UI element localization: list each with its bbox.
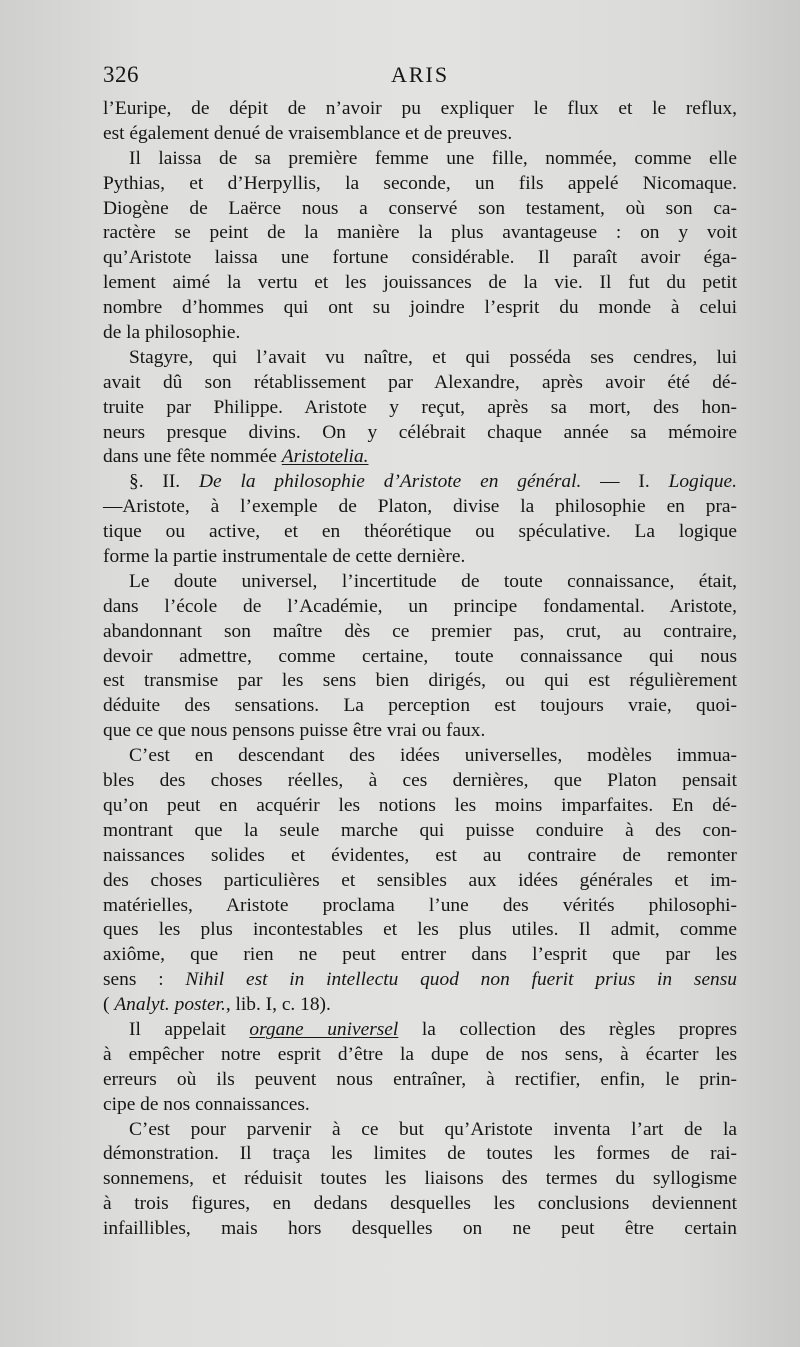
text-line [103,819,737,844]
text-line [103,844,737,869]
text-line [103,694,737,719]
text-segment: sens : [103,969,186,991]
text-line [103,122,737,147]
text-segment: neurs presque divins. On y célébrait chaque année sa mémoire [103,421,737,443]
text-segment: à empêcher notre esprit d’être la dupe de nos sens, à écarter les [103,1043,737,1065]
text-segment: infaillibles, mais hors desquelles on ne peut être certain [103,1218,737,1240]
text-segment: est transmise par les sens bien dirigés, ou qui est régulièrement [103,670,737,692]
text-segment: ractère se peint de la manière la plus avantageuse : on y voit [103,222,737,244]
text-line [103,1093,737,1118]
text-segment: bles des choses réelles, à ces dernières, que Platon pensait [103,770,737,792]
text-line [103,918,737,943]
text-segment: de la philosophie. [103,322,241,344]
text-line [103,1192,737,1217]
text-segment: truite par Philippe. Aristote y reçut, après sa mort, des hon- [103,396,737,418]
text-line [103,669,737,694]
text-segment: démonstration. Il traça les limites de toutes les formes de rai- [103,1143,737,1165]
text-line [103,445,737,470]
text-segment: nombre d’hommes qui ont su joindre l’esprit du monde à celui [103,297,737,319]
text-line [103,769,737,794]
text-line [103,645,737,670]
italic-text: Nihil est in intellectu quod non fuerit prius in sensu [185,969,737,991]
text-line [103,1018,737,1043]
text-segment: est également denué de vraisemblance et de preuves. [103,122,513,144]
text-segment: Le doute universel, l’incertitude de toute connaissance, était, [129,570,737,592]
text-segment: devoir admettre, comme certaine, toute connaissance qui nous [103,645,737,667]
text-segment: dans l’école de l’Académie, un principe fondamental. Aristote, [103,595,737,617]
italic-text: organe universel [249,1018,399,1040]
text-line [103,396,737,421]
italic-text: De la philosophie d’Aristote en général. [199,471,582,493]
page-header [103,62,737,96]
text-line [103,495,737,520]
text-segment: , lib. I, c. 18). [225,994,331,1016]
text-line [103,968,737,993]
text-segment: que ce que nous pensons puisse être vrai ou faux. [103,720,486,742]
text-segment: Diogène de Laërce nous a conservé son testament, où son ca- [103,197,737,219]
text-line [103,346,737,371]
text-segment: forme la partie instrumentale de cette dernière. [103,546,466,568]
text-line [103,470,737,495]
text-line [103,520,737,545]
text-line [103,570,737,595]
text-segment: sonnemens, et réduisit toutes les liaisons des termes du syllogisme [103,1168,737,1190]
text-segment: §. II. [129,471,199,493]
text-segment: l’Euripe, de dépit de n’avoir pu expliquer le flux et le reflux, [103,98,737,119]
text-line [103,719,737,744]
text-line [103,271,737,296]
running-head: ARIS [390,62,450,87]
text-line [103,296,737,321]
text-segment: des choses particulières et sensibles aux idées générales et im- [103,869,737,891]
italic-text: Logique. [668,471,737,493]
text-segment: montrant que la seule marche qui puisse conduire à des con- [103,819,737,841]
text-line [103,321,737,346]
text-segment: Il laissa de sa première femme une fille, nommée, comme elle [129,147,737,169]
text-line [103,1043,737,1068]
text-line [103,595,737,620]
text-segment: la collection des règles propres [398,1018,737,1040]
text-line [103,371,737,396]
text-segment: tique ou active, et en théorétique ou spéculative. La logique [103,521,737,543]
text-segment: Stagyre, qui l’avait vu naître, et qui posséda ses cendres, lui [129,346,737,368]
text-segment: erreurs où ils peuvent nous entraîner, à rectifier, enfin, le prin- [103,1068,737,1090]
text-line [103,993,737,1018]
italic-text: Analyt. poster. [114,994,226,1016]
text-line [103,794,737,819]
text-line [103,1142,737,1167]
text-segment: ques les plus incontestables et les plus utiles. Il admit, comme [103,919,737,941]
text-segment: matérielles, Aristote proclama l’une des vérités philosophi- [103,894,737,916]
body-text [103,97,737,1242]
text-segment: lement aimé la vertu et les jouissances de la vie. Il fut du petit [103,272,737,294]
text-segment: qu’Aristote laissa une fortune considérable. Il paraît avoir éga- [103,247,737,269]
text-line [103,1217,737,1242]
text-segment: qu’on peut en acquérir les notions les moins imparfaites. En dé- [103,794,737,816]
text-segment: dans une fête nommée [103,446,282,468]
text-line [103,943,737,968]
text-segment: abandonnant son maître dès ce premier pas, crut, au contraire, [103,620,737,642]
text-segment: cipe de nos connaissances. [103,1093,310,1115]
text-segment: C’est en descendant des idées universelles, modèles immua- [129,745,737,767]
text-line [103,620,737,645]
text-line [103,172,737,197]
text-line [103,221,737,246]
text-segment: déduite des sensations. La perception est toujours vraie, quoi- [103,695,737,717]
text-line [103,421,737,446]
text-line [103,869,737,894]
text-line [103,246,737,271]
text-line [103,744,737,769]
text-line [103,147,737,172]
text-line [103,197,737,222]
text-line [103,97,737,122]
text-segment: Pythias, et d’Herpyllis, la seconde, un fils appelé Nicomaque. [103,172,737,194]
text-segment: à trois figures, en dedans desquelles les conclusions deviennent [103,1193,737,1215]
text-line [103,1068,737,1093]
text-segment: Il appelait [129,1018,250,1040]
italic-text: Aristotelia. [281,446,369,468]
text-line [103,1167,737,1192]
text-segment: avait dû son rétablissement par Alexandre, après avoir été dé- [103,371,737,393]
text-line [103,894,737,919]
page-number: 326 [103,62,139,87]
text-line [103,1118,737,1143]
text-segment: C’est pour parvenir à ce but qu’Aristote inventa l’art de la [129,1118,737,1140]
text-segment: —Aristote, à l’exemple de Platon, divise la philosophie en pra- [103,496,737,518]
text-line [103,545,737,570]
text-segment: axiôme, que rien ne peut entrer dans l’esprit que par les [103,944,737,966]
text-segment: ( [103,994,115,1016]
text-segment: — I. [581,471,669,493]
text-segment: naissances solides et évidentes, est au contraire de remonter [103,844,737,866]
